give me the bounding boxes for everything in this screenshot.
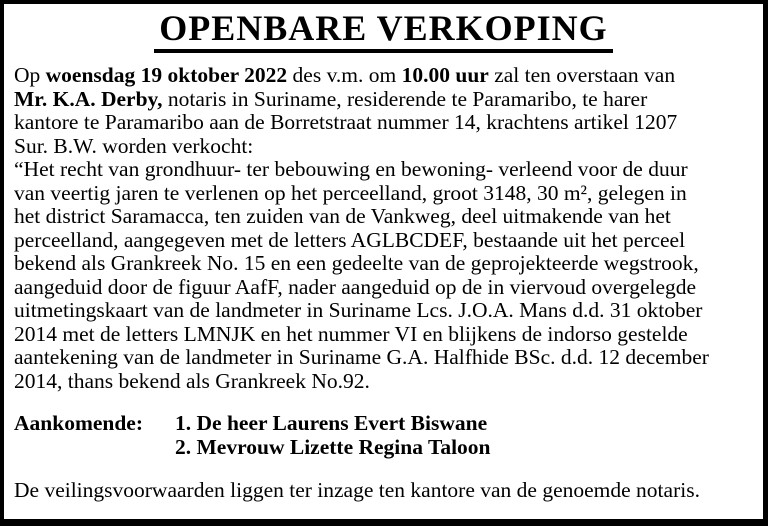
text-line: 2014, thans bekend als Grankreek No.92. bbox=[14, 368, 370, 393]
notary-name: Mr. K.A. Derby, bbox=[14, 86, 163, 111]
page-title: OPENBARE VERKOPING bbox=[154, 11, 612, 53]
text-line: het district Saramacca, ten zuiden van de Vankweg, deel uitmakende van het bbox=[14, 204, 671, 228]
text-line: Sur. B.W. worden verkocht: bbox=[14, 133, 254, 158]
footer-section bbox=[14, 479, 753, 503]
text-line: van veertig jaren te verlenen op het perceelland, groot 3148, 30 m², gelegen in bbox=[14, 180, 687, 205]
text-line: aantekening van de landmeter in Suriname G.A. Halfhide BSc. d.d. 12 december bbox=[14, 345, 709, 369]
sale-time: 10.00 uur bbox=[401, 63, 489, 87]
text-line: kantore te Paramaribo aan de Borretstraat nummer 14, krachtens artikel 1207 bbox=[14, 110, 678, 134]
intro-prefix: Op bbox=[14, 63, 46, 87]
intro-mid1: des v.m. om bbox=[287, 63, 402, 87]
footer-note: De veilingsvoorwaarden liggen ter inzage ten kantore van de genoemde notaris. bbox=[14, 478, 700, 502]
text-line: 2014 met de letters LMNJK en het nummer VI en blijkens de indorso gestelde bbox=[14, 321, 688, 346]
buyers-label: Aankomende: bbox=[14, 411, 144, 435]
text-line: bekend als Grankreek No. 15 en een gedeelte van de geprojekteerde wegstrook, bbox=[14, 251, 699, 275]
text-line: perceelland, aangegeven met de letters AGLBCDEF, bestaande uit het perceel bbox=[14, 227, 686, 252]
buyers-section bbox=[14, 412, 753, 459]
text-line: “Het recht van grondhuur- ter bebouwing en bewoning- verleend voor de duur bbox=[14, 157, 688, 181]
intro-paragraph bbox=[14, 64, 753, 158]
intro-rest1: notaris in Suriname, residerende te Paramaribo, te harer bbox=[162, 86, 648, 111]
buyer-item: 2. Mevrouw Lizette Regina Taloon bbox=[175, 434, 491, 459]
buyers-list bbox=[175, 412, 491, 459]
sale-date: woensdag 19 oktober 2022 bbox=[45, 63, 288, 87]
intro-mid2: zal ten overstaan van bbox=[488, 63, 676, 87]
text-line bbox=[14, 64, 753, 88]
text-line: uitmetingskaart van de landmeter in Suriname Lcs. J.O.A. Mans d.d. 31 oktober bbox=[14, 298, 703, 322]
page-title-wrap bbox=[14, 8, 753, 53]
text-line: aangeduid door de figuur AafF, nader aangeduid op de in viervoud overgelegde bbox=[14, 274, 697, 299]
text-line bbox=[14, 88, 753, 112]
description-paragraph bbox=[14, 158, 753, 393]
buyer-item: 1. De heer Laurens Evert Biswane bbox=[175, 411, 488, 435]
